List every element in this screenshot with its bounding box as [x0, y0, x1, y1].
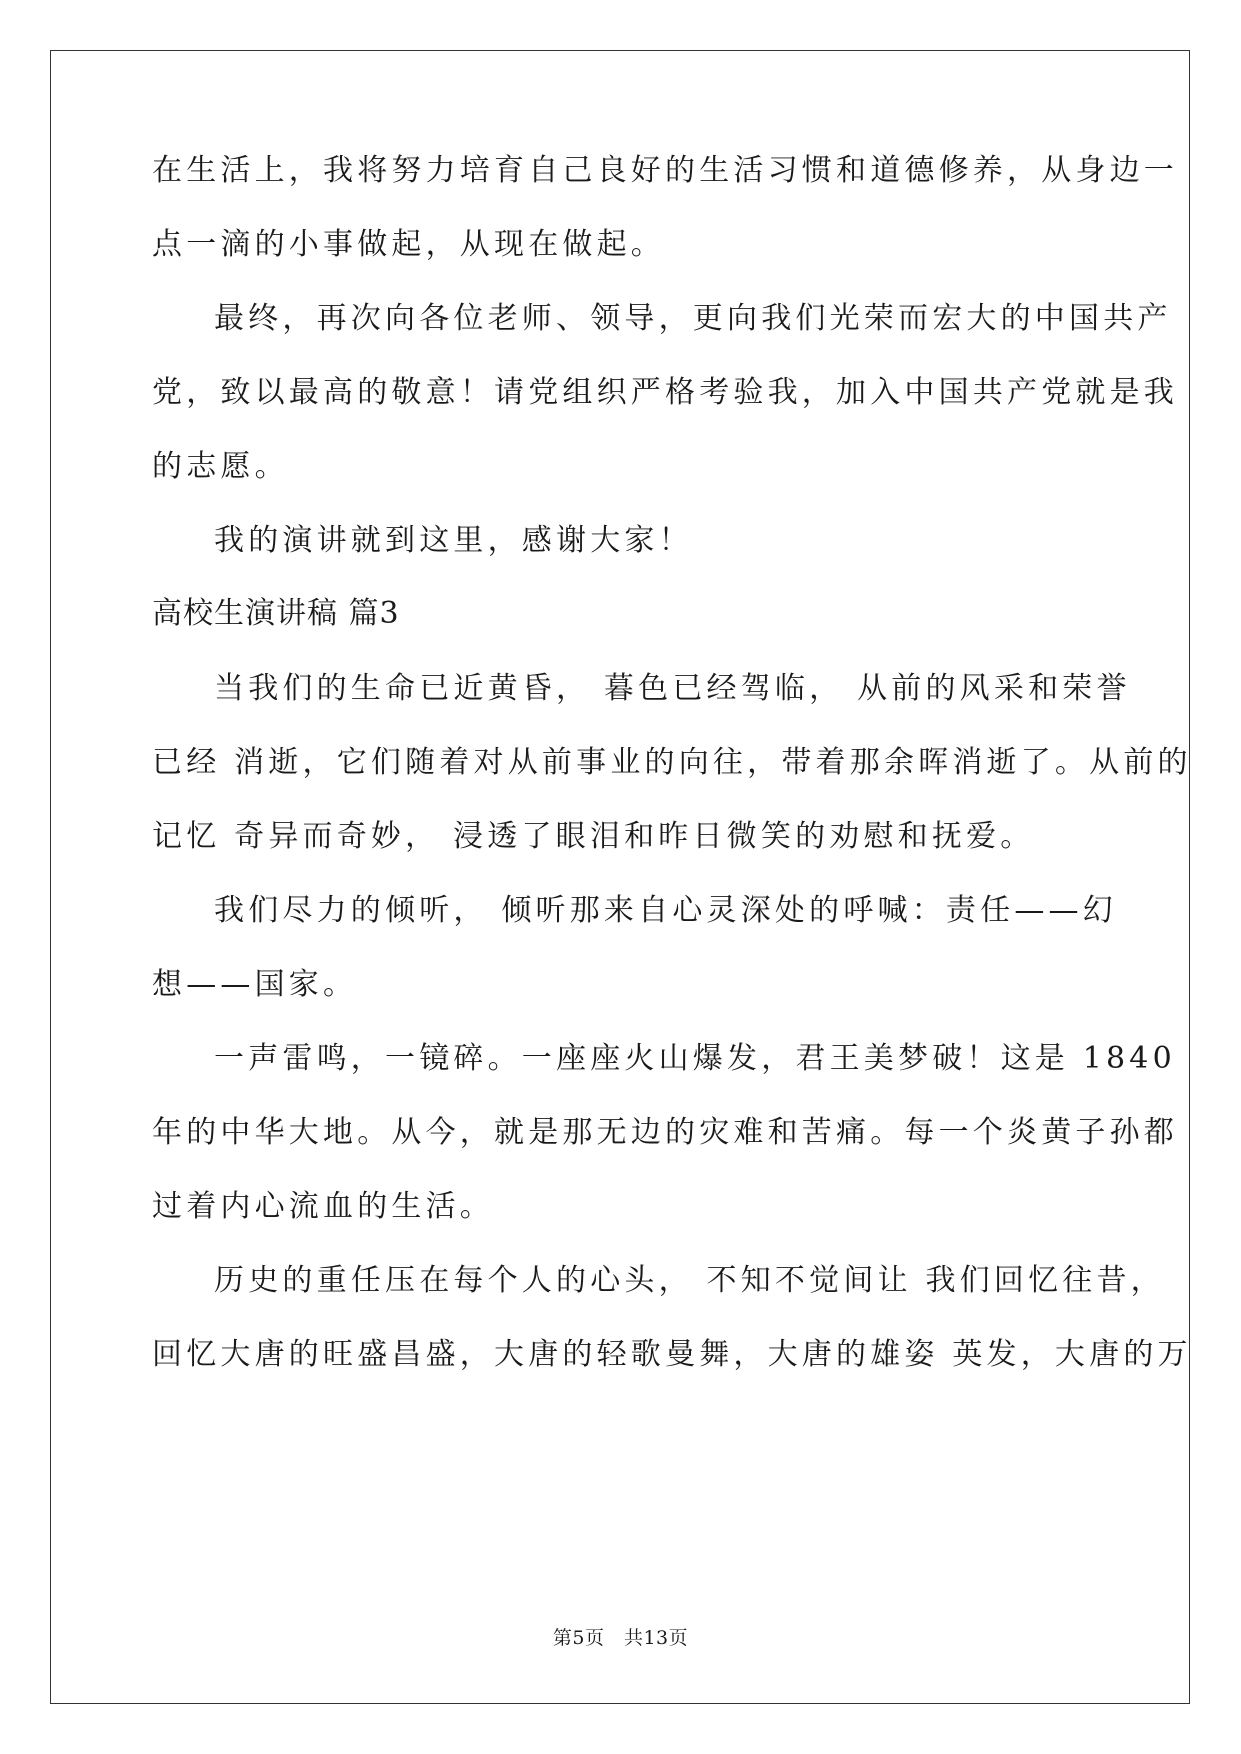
text-line: 已经 消逝，它们随着对从前事业的向往，带着那余晖消逝了。从前的 [152, 745, 1192, 780]
text-line: 回忆大唐的旺盛昌盛，大唐的轻歌曼舞，大唐的雄姿 英发，大唐的万 [152, 1337, 1192, 1372]
text-line: 我们尽力的倾听， 倾听那来自心灵深处的呼喊：责任——幻 [214, 893, 1117, 928]
text-line: 党，致以最高的敬意！请党组织严格考验我，加入中国共产党就是我 [152, 375, 1178, 410]
text-line: 想——国家。 [152, 967, 358, 1002]
text-line: 在生活上，我将努力培育自己良好的生活习惯和道德修养，从身边一 [152, 153, 1178, 188]
page-footer: 第5页 共13页 [552, 1627, 689, 1649]
text-line: 历史的重任压在每个人的心头， 不知不觉间让 我们回忆往昔， [214, 1263, 1165, 1298]
text-line: 年的中华大地。从今，就是那无边的灾难和苦痛。每一个炎黄子孙都 [152, 1115, 1178, 1150]
text-line: 记忆 奇异而奇妙， 浸透了眼泪和昨日微笑的劝慰和抚爱。 [152, 819, 1035, 854]
text-line: 当我们的生命已近黄昏， 暮色已经驾临， 从前的风采和荣誉 [214, 671, 1131, 706]
text-line: 过着内心流血的生活。 [152, 1189, 494, 1224]
section-heading: 高校生演讲稿 篇3 [152, 596, 400, 631]
text-line: 点一滴的小事做起，从现在做起。 [152, 227, 665, 262]
text-line: 的志愿。 [152, 449, 289, 484]
text-line: 一声雷鸣，一镜碎。一座座火山爆发，君王美梦破！这是 1840 [214, 1041, 1176, 1076]
text-line: 我的演讲就到这里，感谢大家！ [214, 523, 693, 558]
text-line: 最终，再次向各位老师、领导，更向我们光荣而宏大的中国共产 [214, 301, 1172, 336]
